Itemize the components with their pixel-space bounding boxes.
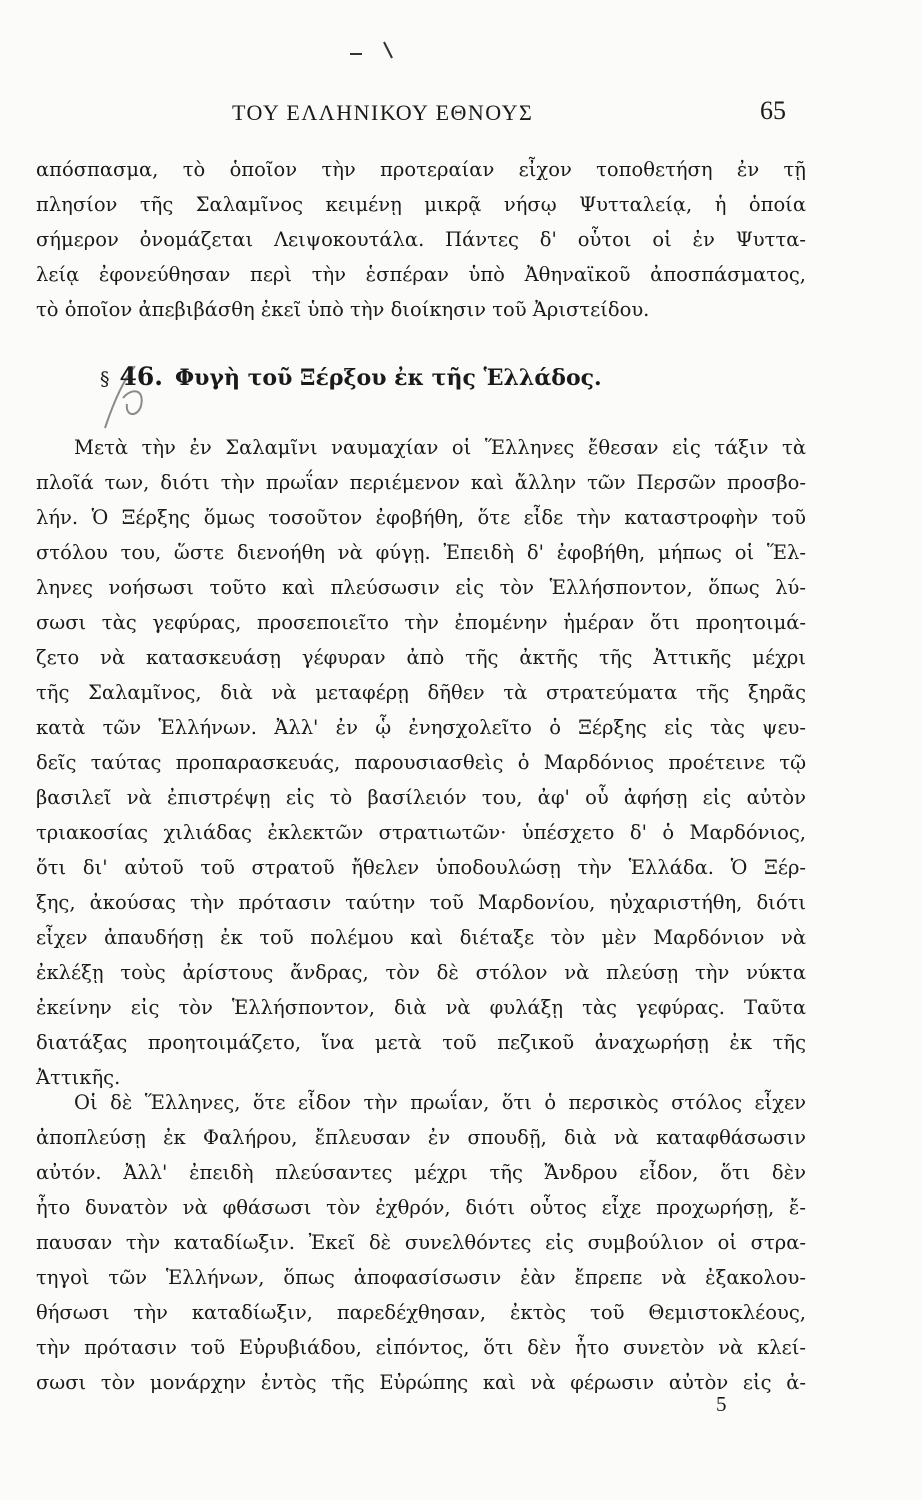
text-line: ἀποπλεύσῃ ἐκ Φαλήρου, ἔπλευσαν ἐν σπουδῇ, διὰ νὰ καταφθάσωσιν bbox=[36, 1126, 806, 1149]
text-line: Μετὰ τὴν ἐν Σαλαμῖνι ναυμαχίαν οἱ Ἕλληνες ἔθεσαν εἰς τάξιν τὰ bbox=[74, 436, 806, 459]
text-line: τὴν πρότασιν τοῦ Εὐρυβιάδου, εἰπόντος, ὅτι δὲν ἦτο συνετὸν νὰ κλεί- bbox=[36, 1336, 806, 1359]
text-line: Οἱ δὲ Ἕλληνες, ὅτε εἶδον τὴν πρωΐαν, ὅτι ὁ περσικὸς στόλος εἶχεν bbox=[74, 1091, 806, 1114]
text-line: τῆς Σαλαμῖνος, διὰ νὰ μεταφέρῃ δῆθεν τὰ στρατεύματα τῆς ξηρᾶς bbox=[36, 681, 806, 704]
signature-mark: 5 bbox=[716, 1392, 727, 1416]
text-line: λήν. Ὁ Ξέρξης ὅμως τοσοῦτον ἐφοβήθη, ὅτε εἶδε τὴν καταστροφὴν τοῦ bbox=[36, 506, 806, 529]
text-line: πλησίον τῆς Σαλαμῖνος κειμένῃ μικρᾷ νήσῳ Ψυτταλείᾳ, ἡ ὁποία bbox=[36, 193, 806, 216]
page-number: 65 bbox=[760, 96, 786, 125]
text-line: ζετο νὰ κατασκευάσῃ γέφυραν ἀπὸ τῆς ἀκτῆς τῆς Ἀττικῆς μέχρι bbox=[36, 646, 806, 669]
text-line: σήμερον ὀνομάζεται Λειψοκουτάλα. Πάντες δ' οὗτοι οἱ ἐν Ψυττα- bbox=[36, 228, 806, 251]
text-line: ὅτι δι' αὐτοῦ τοῦ στρατοῦ ἤθελεν ὑποδουλώσῃ τὴν Ἑλλάδα. Ὁ Ξέρ- bbox=[36, 856, 806, 879]
ink-smudge-mark bbox=[348, 38, 408, 62]
text-line: ξης, ἀκούσας τὴν πρότασιν ταύτην τοῦ Μαρδονίου, ηὐχαριστήθη, διότι bbox=[36, 891, 806, 914]
section-heading bbox=[100, 362, 602, 391]
text-line: λείᾳ ἐφονεύθησαν περὶ τὴν ἑσπέραν ὑπὸ Ἀθηναϊκοῦ ἀποσπάσματος, bbox=[36, 263, 806, 286]
text-line: εἶχεν ἀπαυδήσῃ ἐκ τοῦ πολέμου καὶ διέταξε τὸν μὲν Μαρδόνιον νὰ bbox=[36, 926, 806, 949]
paragraph-3 bbox=[36, 1085, 806, 1400]
text-line: βασιλεῖ νὰ ἐπιστρέψῃ εἰς τὸ βασίλειόν του, ἀφ' οὗ ἀφήσῃ εἰς αὐτὸν bbox=[36, 786, 806, 809]
text-line: στόλου του, ὥστε διενοήθη νὰ φύγῃ. Ἐπειδὴ δ' ἐφοβήθη, μήπως οἱ Ἕλ- bbox=[36, 541, 806, 564]
section-title: Φυγὴ τοῦ Ξέρξου ἐκ τῆς Ἑλλάδος. bbox=[175, 365, 602, 391]
text-line: δεῖς ταύτας προπαρασκευάς, παρουσιασθεὶς ὁ Μαρδόνιος προέτεινε τῷ bbox=[36, 751, 806, 774]
text-line: τὸ ὁποῖον ἀπεβιβάσθη ἐκεῖ ὑπὸ τὴν διοίκησιν τοῦ Ἀριστείδου. bbox=[36, 298, 650, 321]
text-line: θήσωσι τὴν καταδίωξιν, παρεδέχθησαν, ἐκτὸς τοῦ Θεμιστοκλέους, bbox=[36, 1301, 806, 1324]
text-line: ἦτο δυνατὸν νὰ φθάσωσι τὸν ἐχθρόν, διότι οὗτος εἶχε προχωρήσῃ, ἔ- bbox=[36, 1196, 806, 1219]
text-line: ληνες νοήσωσι τοῦτο καὶ πλεύσωσιν εἰς τὸν Ἑλλήσποντον, ὅπως λύ- bbox=[36, 576, 806, 599]
text-line: Ἀττικῆς. bbox=[36, 1066, 121, 1089]
text-line: διατάξας προητοιμάζετο, ἵνα μετὰ τοῦ πεζικοῦ ἀναχωρήσῃ ἐκ τῆς bbox=[36, 1031, 806, 1054]
text-line: απόσπασμα, τὸ ὁποῖον τὴν προτεραίαν εἶχον τοποθετήση ἐν τῇ bbox=[36, 158, 806, 181]
section-symbol: § bbox=[100, 368, 110, 390]
text-line: τριακοσίας χιλιάδας ἐκλεκτῶν στρατιωτῶν· ὑπέσχετο δ' ὁ Μαρδόνιος, bbox=[36, 821, 806, 844]
text-line: κατὰ τῶν Ἑλλήνων. Ἀλλ' ἐν ᾧ ἐνησχολεῖτο ὁ Ξέρξης εἰς τὰς ψευ- bbox=[36, 716, 806, 739]
text-line: παυσαν τὴν καταδίωξιν. Ἐκεῖ δὲ συνελθόντες εἰς συμβούλιον οἱ στρα- bbox=[36, 1231, 806, 1254]
text-line: πλοῖά των, διότι τὴν πρωΐαν περιέμενον καὶ ἄλλην τῶν Περσῶν προσβο- bbox=[36, 471, 806, 494]
paragraph-2 bbox=[36, 430, 806, 1095]
text-line: σωσι τὸν μονάρχην ἐντὸς τῆς Εὐρώπης καὶ νὰ φέρωσιν αὐτὸν εἰς ἀ- bbox=[36, 1371, 806, 1394]
text-line: τηγοὶ τῶν Ἑλλήνων, ὅπως ἀποφασίσωσιν ἐὰν ἔπρεπε νὰ ἐξακολου- bbox=[36, 1266, 806, 1289]
text-line: αὐτόν. Ἀλλ' ἐπειδὴ πλεύσαντες μέχρι τῆς Ἄνδρου εἶδον, ὅτι δὲν bbox=[36, 1161, 806, 1184]
section-number: 46. bbox=[119, 362, 163, 391]
text-line: ἐκλέξῃ τοὺς ἀρίστους ἄνδρας, τὸν δὲ στόλον νὰ πλεύσῃ τὴν νύκτα bbox=[36, 961, 806, 984]
paragraph-1 bbox=[36, 152, 806, 327]
running-head: ΤΟΥ ΕΛΛΗΝΙΚΟΥ ΕΘΝΟΥΣ bbox=[232, 100, 534, 125]
text-line: ἐκείνην εἰς τὸν Ἑλλήσποντον, διὰ νὰ φυλάξῃ τὰς γεφύρας. Ταῦτα bbox=[36, 996, 806, 1019]
text-line: σωσι τὰς γεφύρας, προσεποιεῖτο τὴν ἐπομένην ἡμέραν ὅτι προητοιμά- bbox=[36, 611, 806, 634]
